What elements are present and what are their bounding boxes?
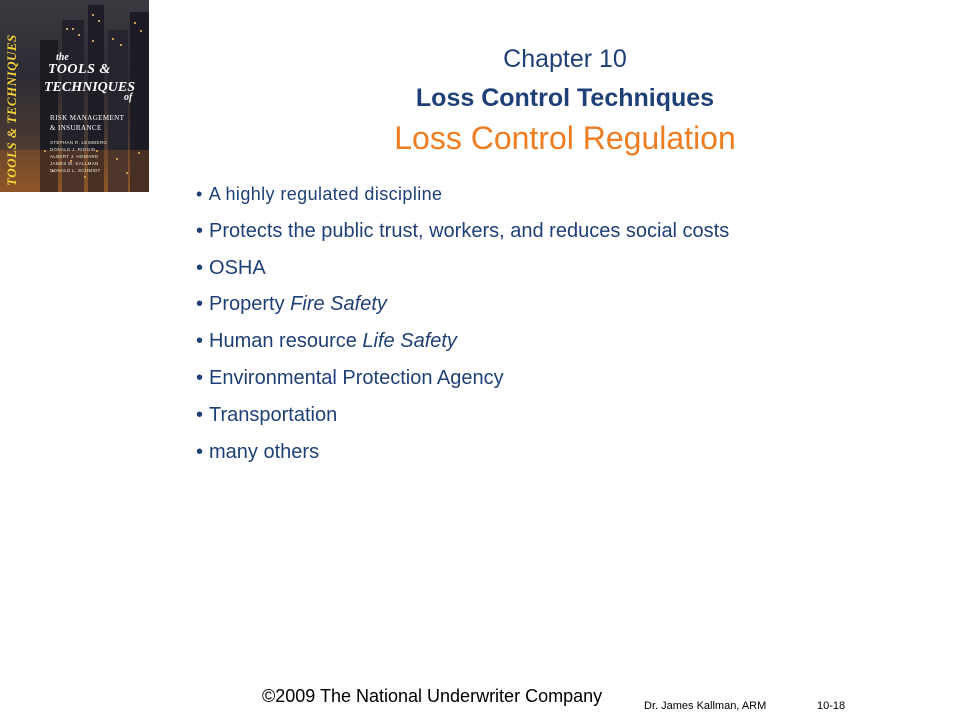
- bullet-icon: •: [196, 184, 203, 204]
- bullet-emphasis: Life Safety: [362, 330, 457, 353]
- bullet-text: A highly regulated discipline: [208, 184, 443, 204]
- cover-title-the: the: [56, 52, 69, 63]
- bullet-list: [196, 180, 729, 474]
- bullet-text: OSHA: [209, 256, 266, 279]
- bullet-text: Transportation: [209, 403, 338, 426]
- footer-page-number: 10-18: [817, 700, 846, 712]
- bullet-icon: •: [196, 403, 204, 426]
- cover-subtitle-line2: & INSURANCE: [50, 124, 102, 132]
- cover-author: JAMES W. KALLMAN: [50, 161, 99, 166]
- bullet-text: Property: [209, 293, 291, 316]
- chapter-heading: Chapter 10: [503, 45, 627, 73]
- bullet-item: [196, 438, 729, 475]
- cover-subtitle-line1: RISK MANAGEMENT: [50, 114, 125, 122]
- bullet-icon: •: [196, 366, 204, 389]
- bullet-item: [196, 401, 729, 438]
- bullet-item: [196, 290, 729, 327]
- chapter-subtitle: Loss Control Techniques: [415, 84, 715, 112]
- footer-author: Dr. James Kallman, ARM: [644, 700, 767, 712]
- slide-title: Loss Control Regulation: [394, 120, 736, 156]
- bullet-item: [196, 180, 729, 217]
- footer-copyright: ©2009 The National Underwriter Company: [262, 686, 603, 706]
- cover-title-of: of: [124, 92, 133, 103]
- bullet-item: [196, 364, 729, 401]
- cover-title-line2: TECHNIQUES: [44, 80, 136, 95]
- cover-spine-title: TOOLS & TECHNIQUES: [4, 34, 19, 186]
- bullet-text: many others: [209, 440, 320, 463]
- cover-author: ALBERT J. HOWARD: [50, 154, 99, 159]
- cover-author: STEPHAN R. LEIMBERG: [50, 140, 108, 145]
- bullet-icon: •: [196, 440, 204, 463]
- bullet-icon: •: [196, 330, 204, 353]
- bullet-icon: •: [196, 219, 204, 242]
- bullet-item: [196, 254, 729, 291]
- bullet-text: Environmental Protection Agency: [209, 366, 504, 389]
- bullet-item: [196, 217, 729, 254]
- bullet-item: [196, 327, 729, 364]
- bullet-icon: •: [196, 256, 204, 279]
- bullet-text: Protects the public trust, workers, and reduces social costs: [209, 219, 730, 242]
- bullet-emphasis: Fire Safety: [290, 293, 387, 316]
- cover-title-line1: TOOLS &: [48, 62, 111, 77]
- cover-author: DONALD L. SCHMIDT: [50, 168, 101, 173]
- bullet-icon: •: [196, 293, 204, 316]
- cover-author: DONALD J. RIGGIN: [50, 147, 96, 152]
- bullet-text: Human resource: [209, 330, 363, 353]
